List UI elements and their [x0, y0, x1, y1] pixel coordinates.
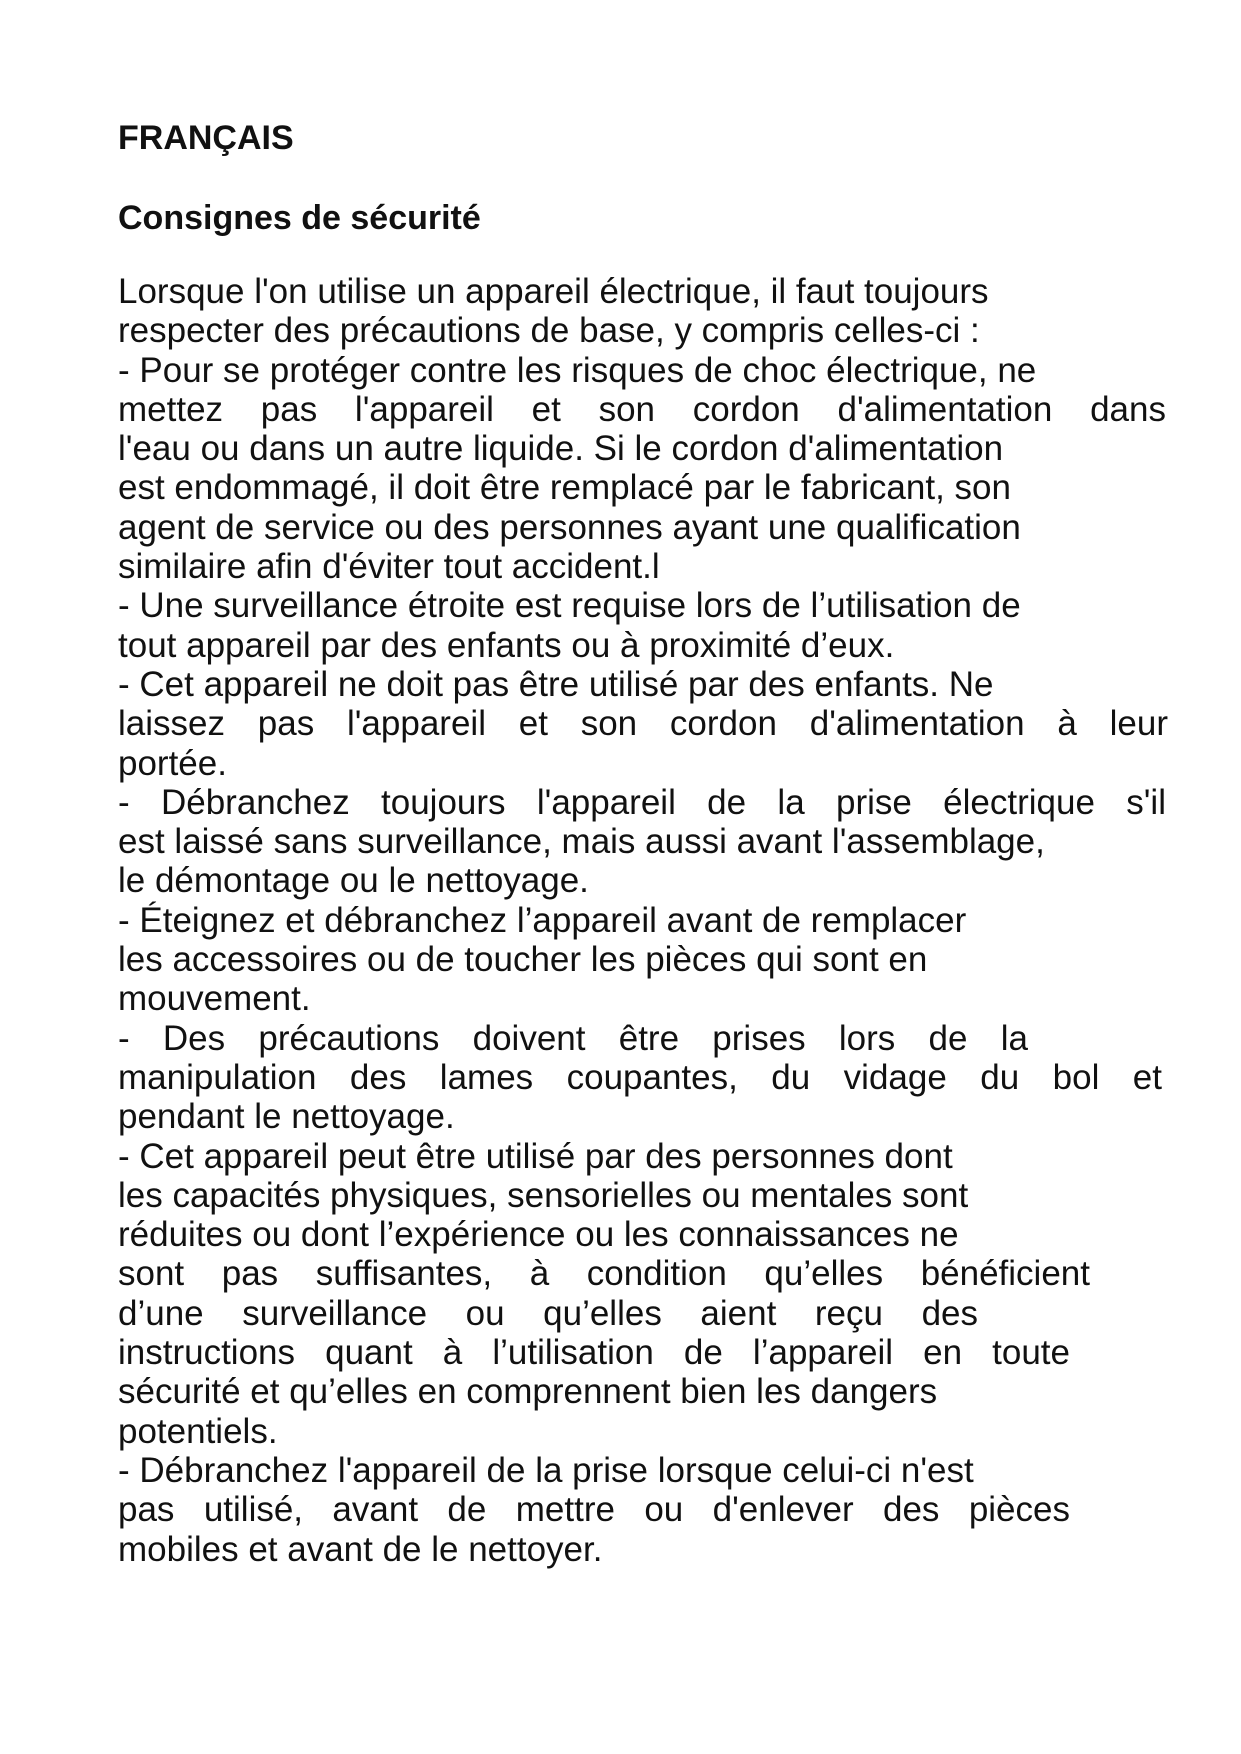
text-line: respecter des précautions de base, y compris celles-ci : — [118, 311, 980, 351]
text-line: - Cet appareil peut être utilisé par des personnes dont — [118, 1136, 953, 1176]
text-line: le démontage ou le nettoyage. — [118, 861, 589, 901]
text-line: - Une surveillance étroite est requise lors de l’utilisation de — [118, 586, 1021, 626]
text-line: agent de service ou des personnes ayant une qualification — [118, 507, 1021, 547]
text-line: les capacités physiques, sensorielles ou mentales sont — [118, 1175, 969, 1215]
text-line: est endommagé, il doit être remplacé par le fabricant, son — [118, 468, 1011, 508]
text-line: - Pour se protéger contre les risques de choc électrique, ne — [118, 350, 1037, 390]
text-line: - Débranchez toujours l'appareil de la prise électrique s'il — [118, 782, 1166, 822]
text-line: potentiels. — [118, 1411, 278, 1451]
section-heading: Consignes de sécurité — [118, 199, 481, 237]
safety-instructions-text — [118, 272, 1168, 1569]
text-line: d’une surveillance ou qu’elles aient reçu des — [118, 1293, 978, 1333]
text-line: pas utilisé, avant de mettre ou d'enlever des pièces — [118, 1490, 1070, 1530]
text-line: similaire afin d'éviter tout accident.l — [118, 547, 660, 587]
text-line: instructions quant à l’utilisation de l’appareil en toute — [118, 1333, 1070, 1373]
text-line: mettez pas l'appareil et son cordon d'alimentation dans — [118, 389, 1166, 429]
text-line: - Cet appareil ne doit pas être utilisé par des enfants. Ne — [118, 664, 994, 704]
text-line: est laissé sans surveillance, mais aussi avant l'assemblage, — [118, 822, 1045, 862]
text-line: manipulation des lames coupantes, du vidage du bol et — [118, 1057, 1162, 1097]
text-line: laissez pas l'appareil et son cordon d'alimentation à leur — [118, 704, 1168, 744]
text-line: sont pas suffisantes, à condition qu’elles bénéficient — [118, 1254, 1090, 1294]
text-line: - Éteignez et débranchez l’appareil avant de remplacer — [118, 900, 967, 940]
text-line: réduites ou dont l’expérience ou les connaissances ne — [118, 1215, 959, 1255]
text-line: tout appareil par des enfants ou à proximité d’eux. — [118, 625, 895, 665]
text-line: - Des précautions doivent être prises lors de la — [118, 1018, 1028, 1058]
text-line: - Débranchez l'appareil de la prise lorsque celui-ci n'est — [118, 1450, 974, 1490]
text-line: Lorsque l'on utilise un appareil électrique, il faut toujours — [118, 272, 989, 311]
text-line: les accessoires ou de toucher les pièces qui sont en — [118, 940, 928, 980]
language-label: FRANÇAIS — [118, 119, 294, 157]
document-page — [118, 118, 1168, 1569]
text-line: mobiles et avant de le nettoyer. — [118, 1529, 603, 1569]
text-line: l'eau ou dans un autre liquide. Si le cordon d'alimentation — [118, 429, 1004, 469]
text-line: portée. — [118, 743, 227, 783]
text-line: sécurité et qu’elles en comprennent bien les dangers — [118, 1372, 938, 1412]
text-line: pendant le nettoyage. — [118, 1097, 455, 1137]
text-line: mouvement. — [118, 979, 311, 1019]
